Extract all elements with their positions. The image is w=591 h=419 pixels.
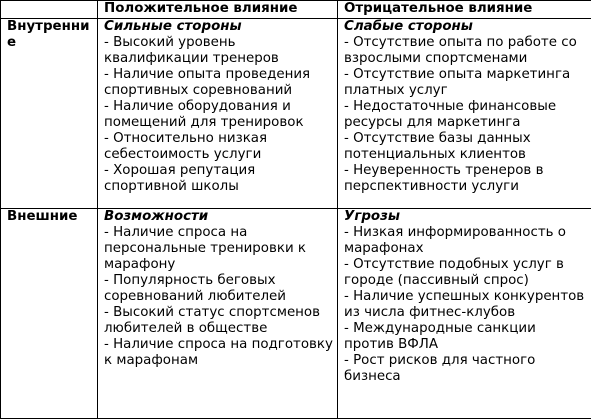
list-item: - Наличие успешных конкурентов из числа фитнес-клубов bbox=[344, 289, 587, 321]
list-item: - Высокий статус спортсменов любителей в обществе bbox=[104, 305, 333, 337]
list-item: - Отсутствие опыта по работе со взрослыми спортсменами bbox=[344, 35, 587, 67]
threats-list bbox=[344, 225, 587, 385]
cell-opportunities bbox=[98, 209, 338, 419]
cell-strengths bbox=[98, 19, 338, 209]
header-row bbox=[1, 1, 591, 19]
cell-weaknesses bbox=[338, 19, 591, 209]
list-item: - Наличие оборудования и помещений для тренировок bbox=[104, 99, 333, 131]
cell-title-weaknesses: Слабые стороны bbox=[344, 19, 587, 35]
list-item: - Международные санкции против ВФЛА bbox=[344, 321, 587, 353]
list-item: - Относительно низкая себестоимость услуги bbox=[104, 131, 333, 163]
list-item: - Отсутствие подобных услуг в городе (пассивный спрос) bbox=[344, 257, 587, 289]
list-item: - Наличие спроса на персональные тренировки к марафону bbox=[104, 225, 333, 273]
header-negative-influence: Отрицательное влияние bbox=[338, 1, 591, 19]
cell-title-threats: Угрозы bbox=[344, 209, 587, 225]
weaknesses-list bbox=[344, 35, 587, 195]
list-item: - Отсутствие базы данных потенциальных клиентов bbox=[344, 131, 587, 163]
list-item: - Неуверенность тренеров в перспективности услуги bbox=[344, 163, 587, 195]
cell-title-strengths: Сильные стороны bbox=[104, 19, 333, 35]
table-row-external bbox=[1, 209, 591, 419]
cell-title-opportunities: Возможности bbox=[104, 209, 333, 225]
header-corner-cell bbox=[1, 1, 98, 19]
row-label-internal: Внутренние bbox=[1, 19, 98, 209]
list-item: - Низкая информированность о марафонах bbox=[344, 225, 587, 257]
list-item: - Высокий уровень квалификации тренеров bbox=[104, 35, 333, 67]
cell-threats bbox=[338, 209, 591, 419]
list-item: - Наличие опыта проведения спортивных соревнований bbox=[104, 67, 333, 99]
row-label-external: Внешние bbox=[1, 209, 98, 419]
list-item: - Популярность беговых соревнований любителей bbox=[104, 273, 333, 305]
header-positive-influence: Положительное влияние bbox=[98, 1, 338, 19]
table-row-internal bbox=[1, 19, 591, 209]
opportunities-list bbox=[104, 225, 333, 369]
list-item: - Хорошая репутация спортивной школы bbox=[104, 163, 333, 195]
strengths-list bbox=[104, 35, 333, 195]
list-item: - Рост рисков для частного бизнеса bbox=[344, 353, 587, 385]
list-item: - Недостаточные финансовые ресурсы для маркетинга bbox=[344, 99, 587, 131]
list-item: - Отсутствие опыта маркетинга платных услуг bbox=[344, 67, 587, 99]
list-item: - Наличие спроса на подготовку к марафонам bbox=[104, 337, 333, 369]
